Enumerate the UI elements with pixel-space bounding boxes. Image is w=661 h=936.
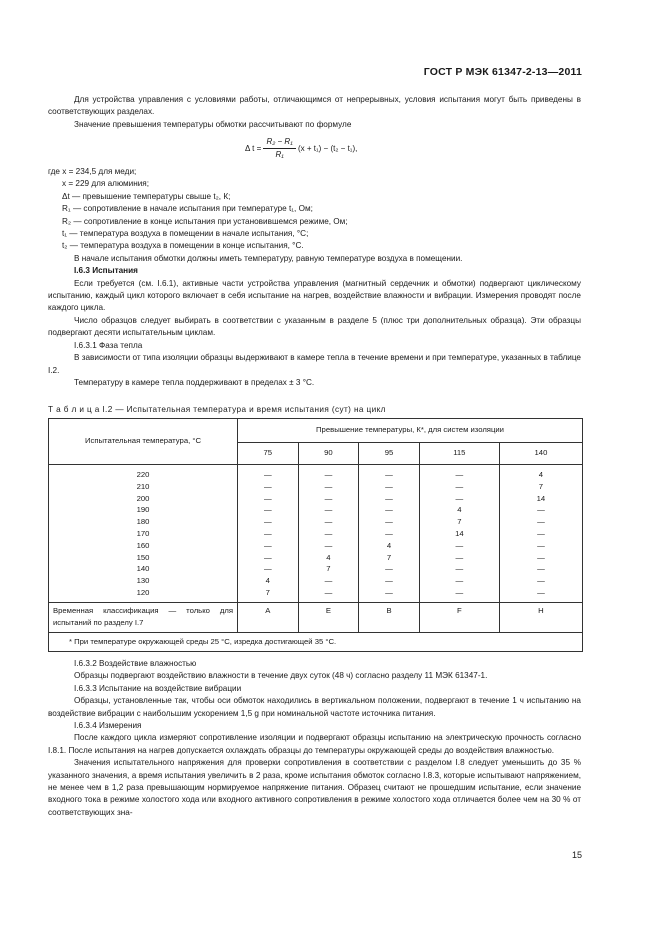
table-caption: Т а б л и ц а I.2 — Испытательная температура и время испытания (сут) на цикл [48, 405, 386, 414]
table-temps: 220 210 200 190 180 170 160 150 140 130 120 [136, 470, 150, 597]
where-line: R₁ — сопротивление в начале испытания при температуре t₁, Ом; [62, 204, 313, 214]
where-line: t₁ — температура воздуха в помещении в начале испытания, °С; [62, 229, 309, 239]
table-col-values: — — — — — — — — — 4 7 [263, 470, 272, 597]
section-intro [48, 94, 581, 131]
table-cell [499, 465, 582, 603]
table-class: B [359, 602, 420, 632]
formula-lhs: Δ t = [245, 144, 262, 154]
table-cell [419, 465, 499, 603]
where-line: Δt — превышение температуры свыше t₂, К; [62, 191, 231, 201]
subsection-heading: I.6.3.4 Измерения [74, 721, 142, 731]
formula-fraction [263, 136, 295, 162]
where-line: R₂ — сопротивление в конце испытания при установившемся режиме, Ом; [62, 216, 348, 226]
table-class: F [419, 602, 499, 632]
table-cell [238, 465, 299, 603]
formula-rhs: (x + t₁) − (t₂ − t₁), [297, 144, 358, 154]
paragraph: Значения испытательного напряжения для проверки сопротивления в соответствии с разделом I.8 следует уменьшить до 35 % указанного значения, а время испытания увеличить в 2 раза, кроме испытания обмоток согласно I.8.3, которые испытывают напряжением, не менее чем в 1,2 раза превышающим нормируемое напряжение питания. Образец считают не прошедшим испытание, если значение входного тока в режиме холостого хода или входного активного сопротивления в режиме холостого хода отличается более чем на 30 % от соответствующих зна- [48, 758, 581, 817]
data-table [48, 418, 583, 652]
where-line: t₂ — температура воздуха в помещении в конце испытания, °С. [62, 241, 304, 251]
table-cell [359, 465, 420, 603]
table-temps-cell [49, 465, 238, 603]
table-class-label: Временная классификация — только для испытаний по разделу I.7 [49, 602, 238, 632]
formula-denominator: R₁ [275, 150, 284, 160]
paragraph: Образцы подвергают воздействию влажности в течение двух суток (48 ч) согласно разделу 11 МЭК 61347-1. [74, 671, 488, 681]
table-system-head: 95 [359, 443, 420, 465]
table-system-head: 75 [238, 443, 299, 465]
table-group-head: Превышение температуры, К*, для систем изоляции [238, 419, 583, 443]
section-6332-6334 [48, 658, 581, 819]
table-footnote: * При температуре окружающей среды 25 °С, изредка достигающей 35 °С. [49, 632, 583, 651]
paragraph: После каждого цикла измеряют сопротивление изоляции и подвергают образцы испытанию на электрическую прочность согласно I.8.1. После испытания на нагрев допускается охлаждать образцы до температуры окружающей среды до воздействия влажностью. [48, 733, 581, 755]
where-line: x = 229 для алюминия; [62, 179, 150, 189]
table-system-head: 115 [419, 443, 499, 465]
paragraph: Температуру в камере тепла поддерживают в пределах ± 3 °С. [74, 377, 315, 387]
formula-numerator: R₂ − R₁ [263, 136, 295, 149]
subsection-heading: I.6.3.2 Воздействие влажностью [74, 659, 197, 668]
table-col-values: — — — — — — 4 7 — — — [385, 470, 393, 597]
table-class: H [499, 602, 582, 632]
paragraph: В начале испытания обмотки должны иметь температуру, равную температуре воздуха в помещении. [74, 253, 463, 263]
table-col-values: — — — 4 7 14 — — — — — [455, 470, 464, 597]
paragraph: Число образцов следует выбирать в соответствии с указанным в разделе 5 (плюс три дополнительных образца). Эти образцы подвергают десяти испытательным циклам. [48, 315, 581, 338]
paragraph: Если требуется (см. I.6.1), активные части устройства управления (магнитный сердечник и обмотки) подвергают циклическому испытанию, каждый цикл которого включает в себя испытание на нагрев, воздействие влажности и вибрации. Измерения проводят после каждого цикла. [48, 278, 581, 313]
document-header: ГОСТ Р МЭК 61347-2-13—2011 [423, 66, 582, 78]
table-col-values: — — — — — — — 4 7 — — [324, 470, 333, 597]
table-col-values: 4 7 14 — — — — — — — — [536, 470, 546, 597]
section-heading: I.6.3 Испытания [74, 266, 138, 276]
table-col-head: Испытательная температура, °С [49, 419, 238, 465]
table-class: E [298, 602, 359, 632]
where-line: где x = 234,5 для меди; [48, 167, 137, 176]
paragraph: Значение превышения температуры обмотки рассчитывают по формуле [74, 119, 352, 129]
table-cell [298, 465, 359, 603]
table-system-head: 90 [298, 443, 359, 465]
subsection-heading: I.6.3.3 Испытание на воздействие вибрации [74, 683, 242, 693]
table-class: A [238, 602, 299, 632]
paragraph: В зависимости от типа изоляции образцы выдерживают в камере тепла в течение времени и при температуре, указанных в таблице I.2. [48, 353, 581, 375]
paragraph: Образцы, установленные так, чтобы оси обмоток находились в вертикальном положении, подвергают в течение 1 ч испытанию на воздействие вибрации с наибольшим ускорением 1,5 g при номинальной частоте источника питания. [48, 696, 581, 718]
table-system-head: 140 [499, 443, 582, 465]
subsection-heading: I.6.3.1 Фаза тепла [74, 340, 143, 350]
formula [245, 136, 357, 162]
page-number: 15 [571, 850, 582, 860]
section-where [48, 166, 581, 389]
paragraph: Для устройства управления с условиями работы, отличающимся от непрерывных, условия испытания могут быть приведены в соответствующих разделах. [48, 95, 581, 117]
